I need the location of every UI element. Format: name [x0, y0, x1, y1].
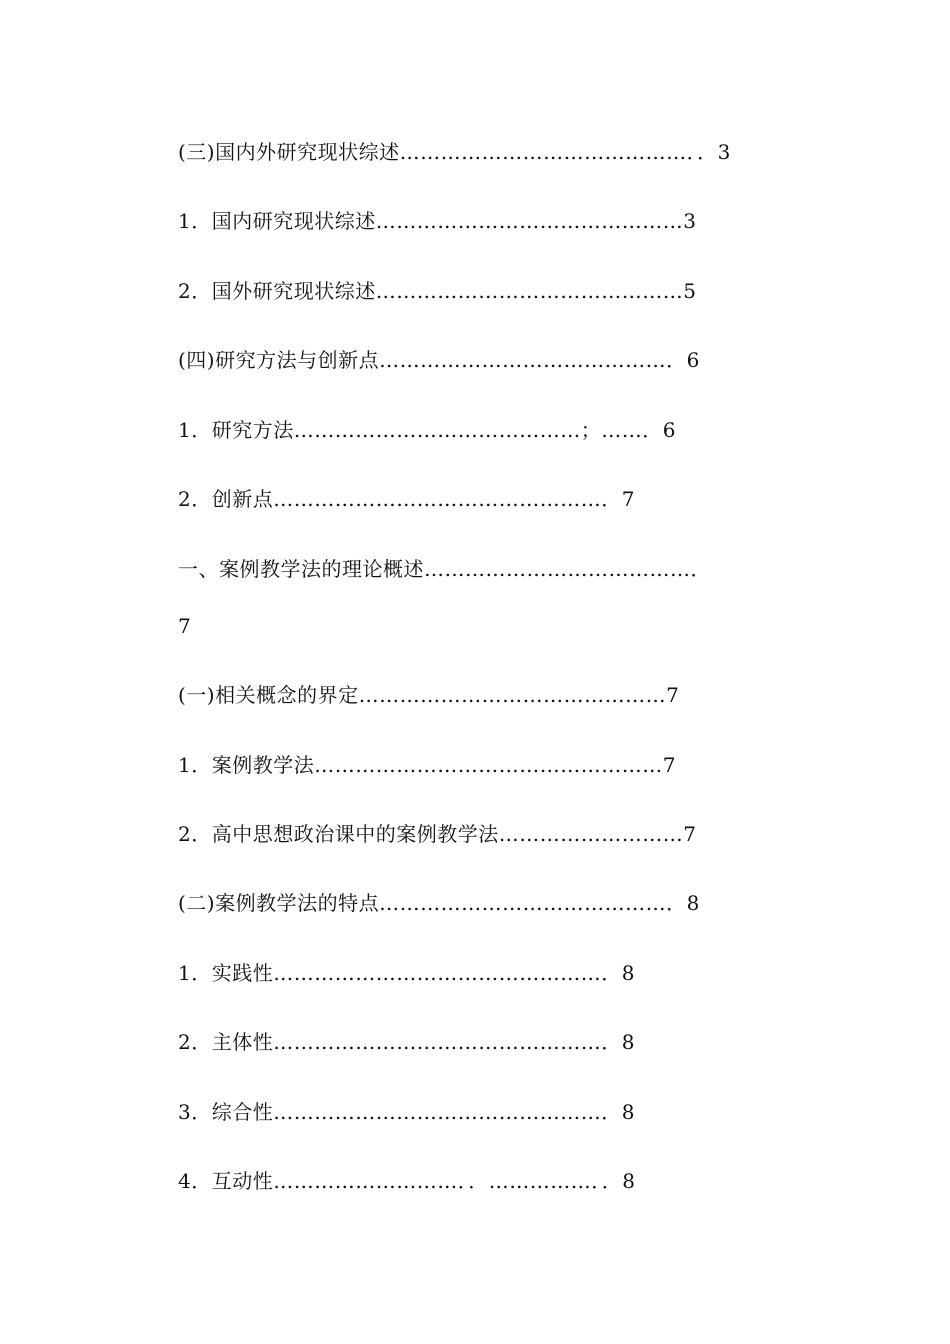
toc-entry-research-methods: 1．研究方法……………………………………；……．6 — [178, 418, 676, 442]
toc-entry-foreign-research-review: 2．国外研究现状综述………………………………………5 — [178, 279, 697, 303]
toc-entry-case-teaching-method: 1．案例教学法……………………………………………7 — [178, 753, 676, 777]
toc-entry-case-teaching-in-politics: 2．高中思想政治课中的案例教学法………………………7 — [178, 822, 697, 846]
toc-entry-case-teaching-features: (二)案例教学法的特点……………………………………．8 — [178, 891, 700, 915]
toc-entry-methods-and-innovation: (四)研究方法与创新点……………………………………．6 — [178, 348, 700, 372]
toc-entry-practicality: 1．实践性…………………………………………．8 — [178, 961, 635, 985]
toc-entry-subjectivity: 2．主体性…………………………………………．8 — [178, 1030, 635, 1054]
toc-entry-interactivity: 4．互动性………………………．．……………．．8 — [178, 1169, 636, 1193]
toc-entry-domestic-research-review: 1．国内研究现状综述………………………………………3 — [178, 209, 697, 233]
toc-entry-case-teaching-theory-page: 7 — [178, 614, 192, 638]
toc-entry-comprehensiveness: 3．综合性…………………………………………．8 — [178, 1100, 635, 1124]
toc-entry-case-teaching-theory: 一、案例教学法的理论概述…………………………………． — [178, 557, 711, 581]
toc-entry-innovation-points: 2．创新点…………………………………………．7 — [178, 487, 635, 511]
toc-entry-domestic-foreign-research-review: (三)国内外研究现状综述……………………………………．．3 — [178, 140, 731, 164]
toc-entry-concept-definition: (一)相关概念的界定………………………………………7 — [178, 683, 680, 707]
